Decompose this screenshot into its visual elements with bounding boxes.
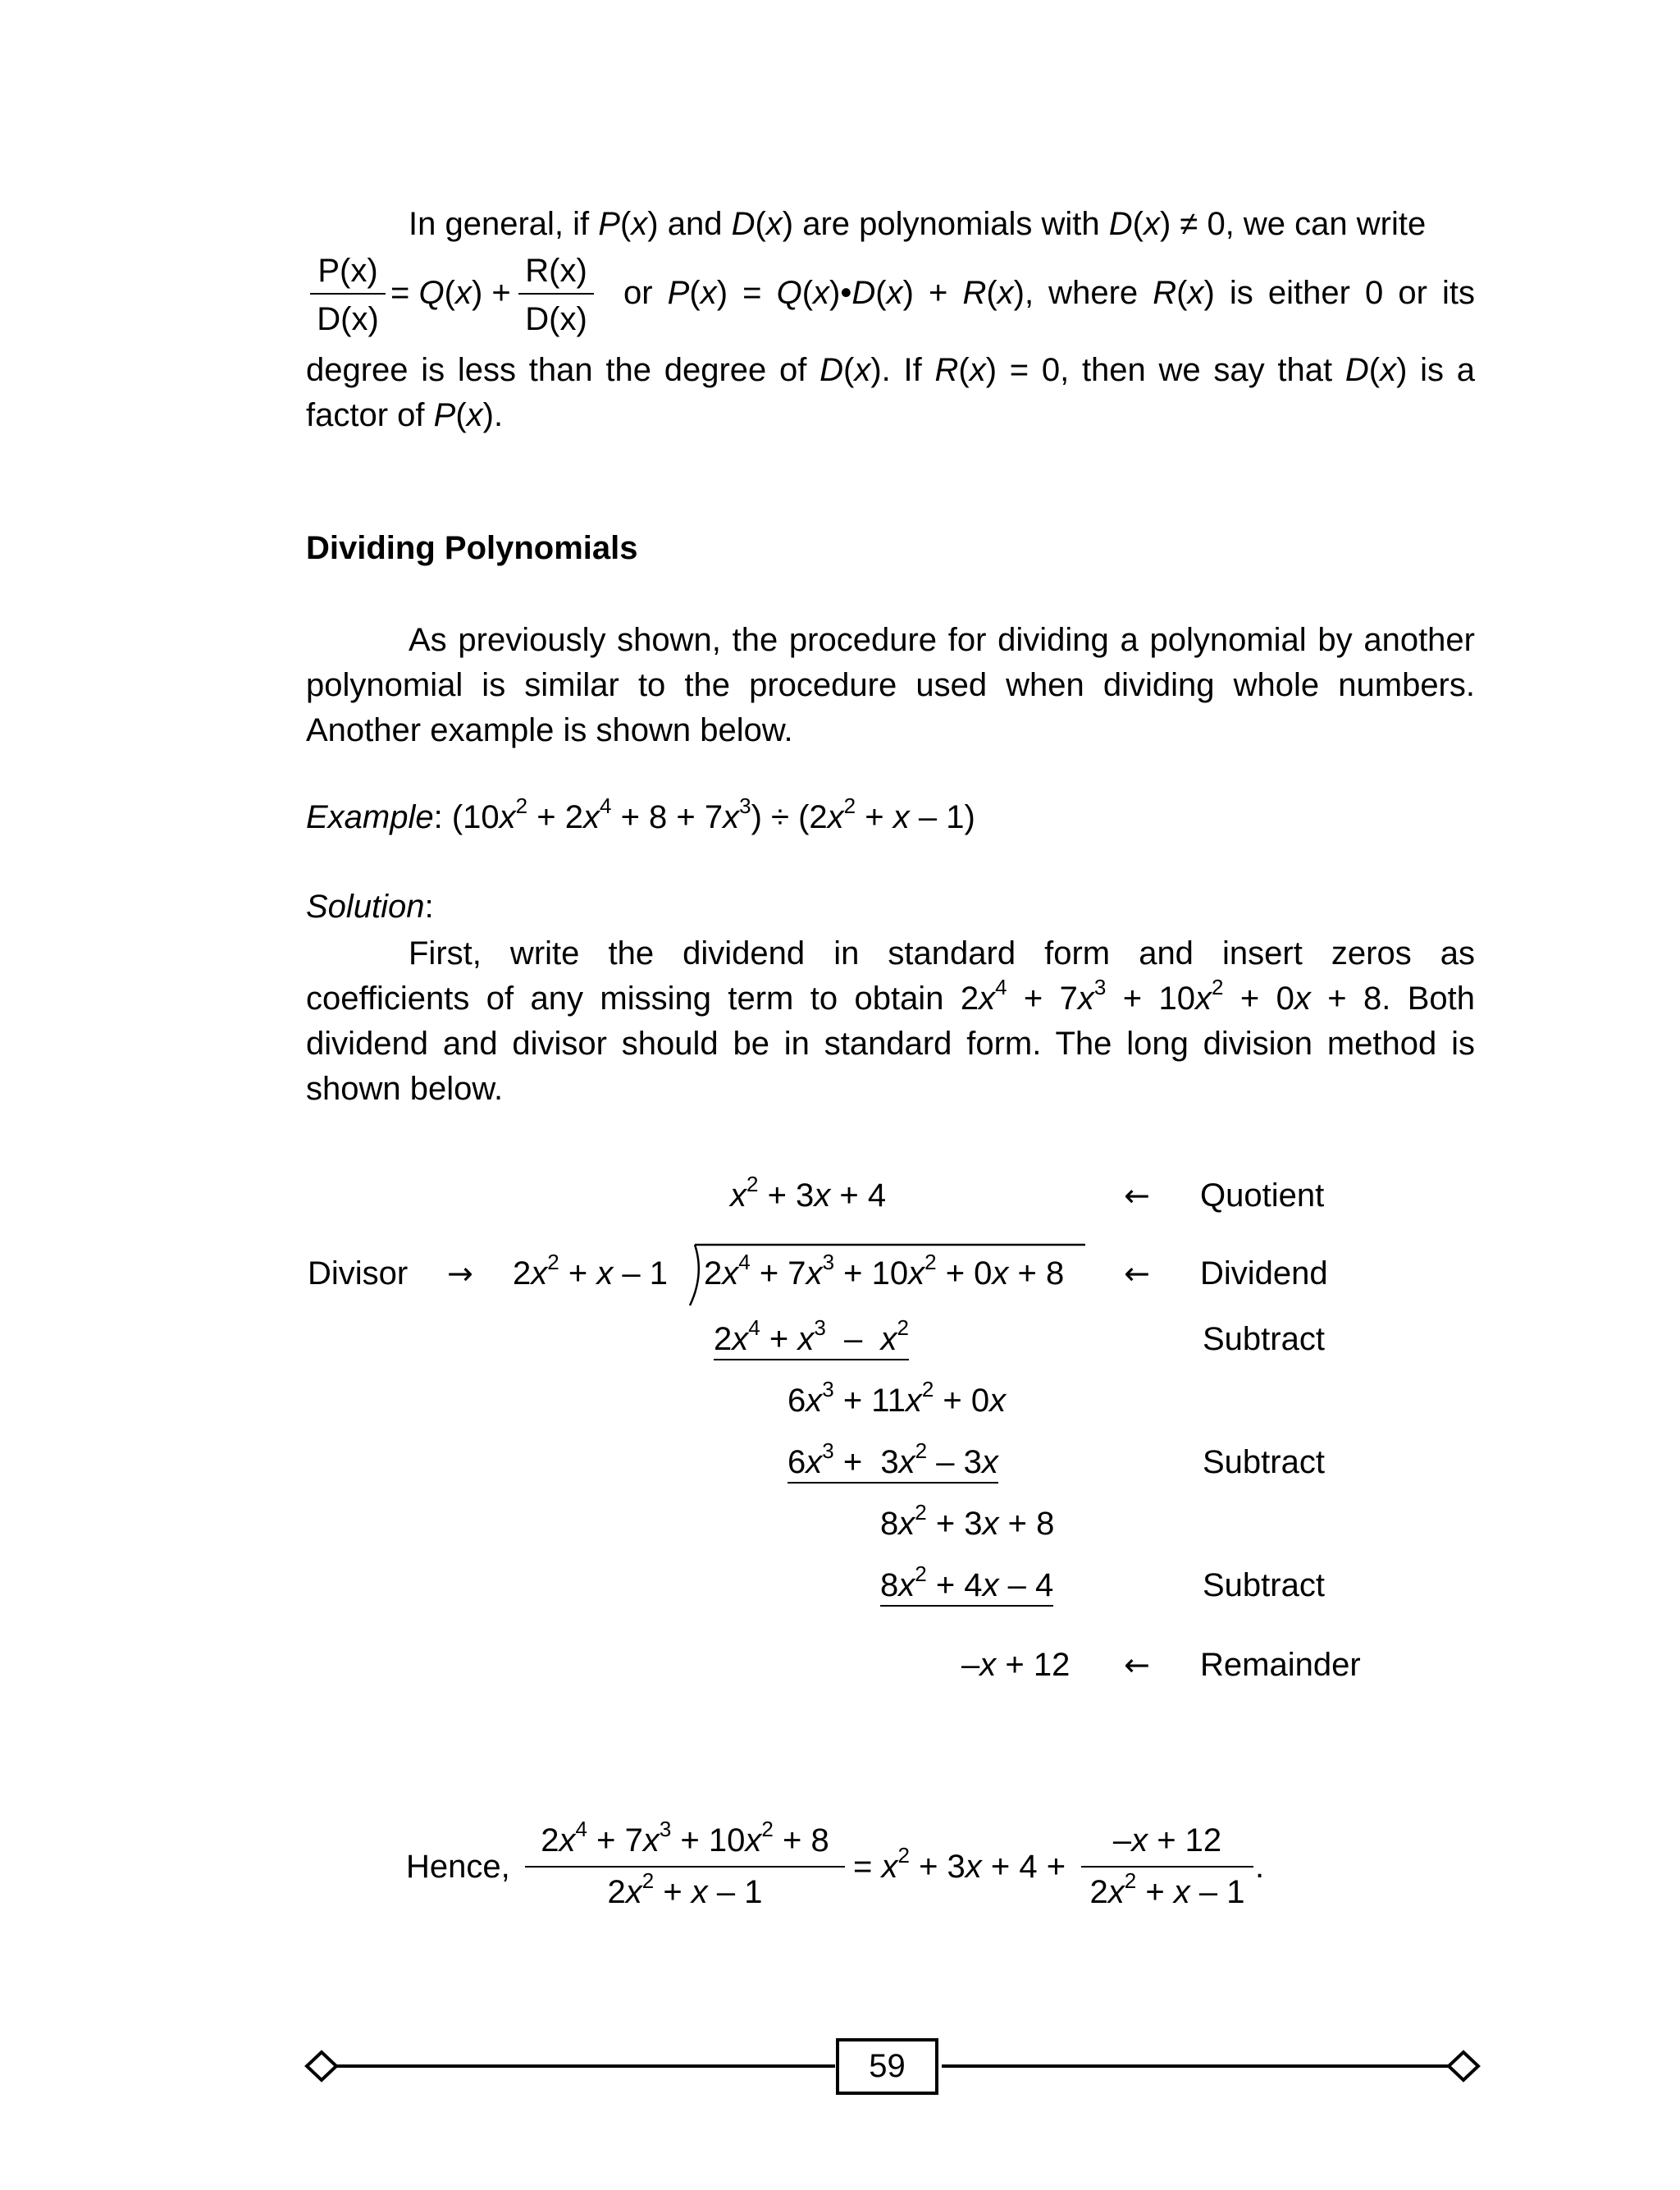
solution-label-line: Solution: (306, 889, 434, 925)
hence-lhs-denominator: $2x^2 + x - 1$ (607, 1868, 763, 1910)
left-arrow-icon: ← (1124, 1177, 1150, 1214)
label-dividend: Dividend (1200, 1255, 1328, 1292)
fraction-bar (525, 1866, 845, 1868)
quotient: $x^2 + 3x + 4$ (730, 1171, 887, 1214)
eq-right-denominator: D(x) (525, 301, 587, 337)
label-quotient: Quotient (1200, 1177, 1325, 1214)
fraction-bar (310, 293, 386, 295)
solution-label: Solution (306, 889, 425, 925)
hence-rhs-numerator: –x + 12 (1112, 1822, 1222, 1859)
hence-end: . (1255, 1849, 1265, 1885)
step-3: $8x^2 + 4x - 4$ (880, 1563, 1053, 1608)
intro-line-1: In general, if P(x) and D(x) are polynomials with D(x) ≠ 0, we can write (409, 206, 1427, 242)
hence-rhs-denominator: $2x^2 + x - 1$ (1089, 1868, 1245, 1910)
hence-lhs-numerator: $2x^4 + 7x^3 + 10x^2 + 8$ (541, 1816, 829, 1859)
label-subtract-1: Subtract (1203, 1321, 1325, 1357)
divisor: $2x^2 + x - 1$ (513, 1249, 669, 1292)
eq-middle: = Q(x) + (390, 275, 511, 311)
label-remainder: Remainder (1200, 1647, 1361, 1683)
solution-line-4: shown below. (306, 1071, 504, 1107)
diamond-icon (307, 2052, 336, 2080)
step-2: $6x^3 + 3x^2 - 3x$ (788, 1440, 998, 1485)
eq-left-numerator: P(x) (317, 253, 378, 289)
eq-left-denominator: D(x) (317, 301, 379, 337)
left-arrow-icon: ← (1124, 1255, 1150, 1292)
divisor-label: Divisor (308, 1255, 409, 1292)
step-1: $2x^4 + x^3 - x^2$ (714, 1317, 909, 1362)
remainder-2: $8x^2 + 3x + 8$ (880, 1499, 1055, 1542)
hence-label: Hence, (406, 1849, 510, 1885)
example-label: Example (306, 799, 434, 835)
section-heading: Dividing Polynomials (306, 530, 638, 566)
example-line: Example: $(10x^2 + 2x^4 + 8 + 7x^3) \div (2x^2 + x - 1)$ (306, 793, 975, 835)
label-subtract-3: Subtract (1203, 1567, 1325, 1603)
dividend: $2x^4 + 7x^3 + 10x^2 + 0x + 8$ (704, 1249, 1065, 1292)
intro-line-2: or P(x) = Q(x)•D(x) + R(x), where R(x) is either 0 or its (623, 275, 1476, 311)
solution-line-1: First, write the dividend in standard form and insert zeros as (409, 935, 1475, 972)
intro-line-4: factor of P(x). (306, 397, 504, 433)
section-paragraph: As previously shown, the procedure for dividing a polynomial by another polynomial is similar to the procedure used when dividing whole numbers. Another example is shown below. (306, 622, 1475, 748)
remainder-final: –x + 12 (961, 1647, 1071, 1683)
left-arrow-icon: ← (1124, 1647, 1150, 1683)
eq-right-numerator: R(x) (525, 253, 587, 289)
label-subtract-2: Subtract (1203, 1444, 1325, 1480)
right-arrow-icon: → (447, 1255, 473, 1292)
page-number: 59 (836, 2038, 938, 2095)
intro-line-3: degree is less than the degree of D(x). If R(x) = 0, then we say that D(x) is a (306, 352, 1475, 388)
hence-rhs: = $x^2 + 3x + 4$ + (853, 1842, 1066, 1885)
remainder-1: $6x^3 + 11x^2 + 0x$ (788, 1376, 1007, 1419)
solution-line-2: coefficients of any missing term to obtain $2x^4 + 7x^3 + 10x^2 + 0x + 8$. Both (306, 974, 1476, 1017)
fraction-bar (1081, 1866, 1253, 1868)
diamond-icon (1449, 2052, 1478, 2080)
fraction-bar (518, 293, 594, 295)
solution-line-3: dividend and divisor should be in standard form. The long division method is (306, 1026, 1475, 1062)
